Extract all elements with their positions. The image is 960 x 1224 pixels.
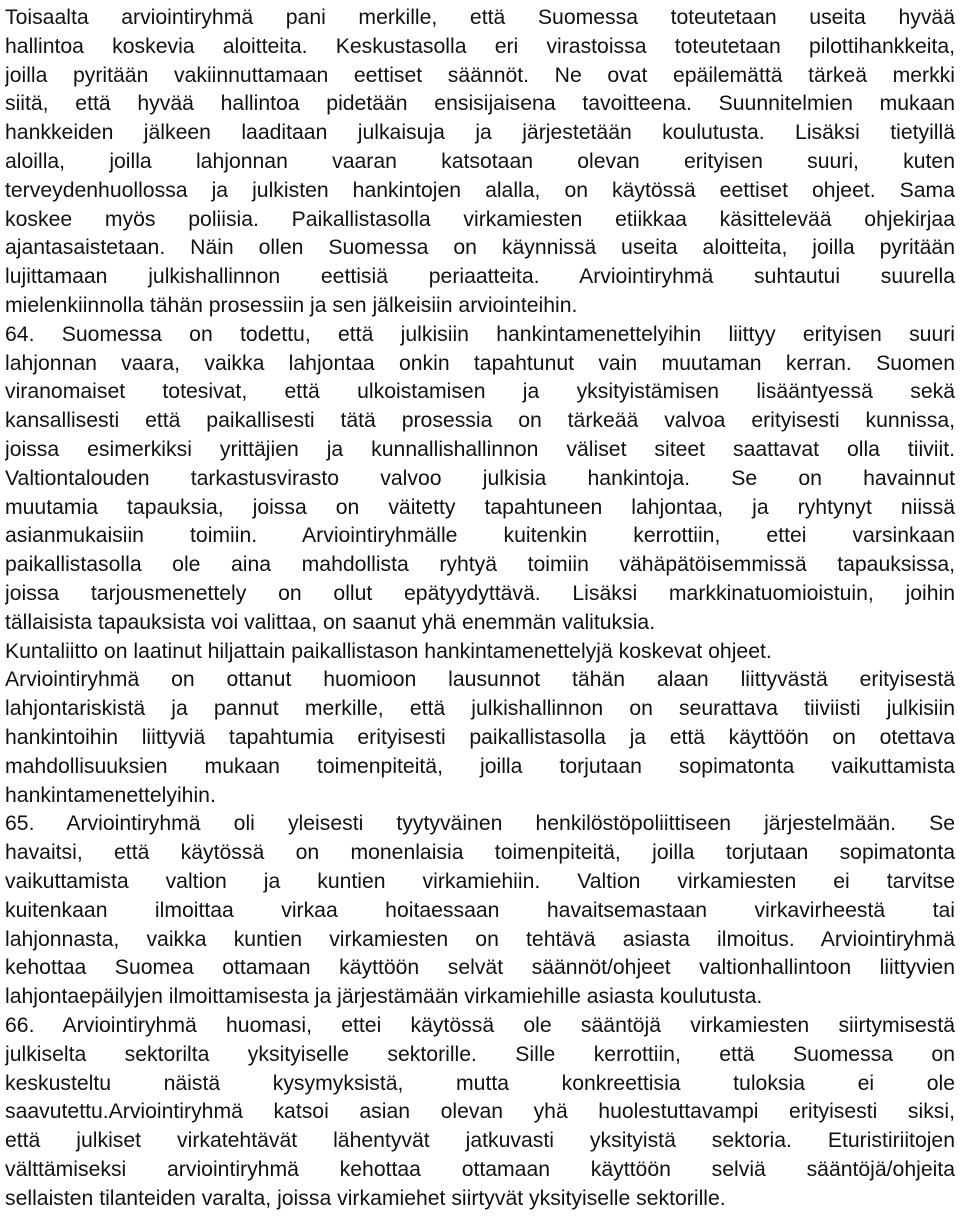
text-line: kuitenkaan ilmoittaa virkaa hoitaessaan havaitsemastaan virkavirheestä tai xyxy=(5,898,955,922)
text-line: julkiselta sektorilta yksityiselle sektorille. Sille kerrottiin, että Suomessa on xyxy=(5,1042,955,1066)
text-line: keskusteltu näistä kysymyksistä, mutta konkreettisia tuloksia ei ole xyxy=(5,1071,955,1095)
text-line: vaikuttamista valtion ja kuntien virkamiehiin. Valtion virkamiesten ei tarvitse xyxy=(5,870,955,893)
text-line: aloilla, joilla lahjonnan vaaran katsotaan olevan erityisen suuri, kuten xyxy=(5,150,955,173)
text-line: tällaisista tapauksista voi valittaa, on saanut yhä enemmän valituksia. xyxy=(5,610,656,634)
text-line: ajantasaistetaan. Näin ollen Suomessa on käynnissä useita aloitteita, joilla pyritään xyxy=(5,236,955,260)
text-line: joissa esimerkiksi yrittäjien ja kunnallishallinnon väliset siteet saattavat olla tiiviit. xyxy=(5,438,955,461)
text-line: mahdollisuuksien mukaan toimenpiteitä, joilla torjutaan sopimatonta vaikuttamista xyxy=(5,754,955,778)
text-line: paikallistasolla ole aina mahdollista ryhtyä toimiin vähäpätöisemmissä tapauksissa, xyxy=(5,553,955,577)
text-line: lahjonnan vaara, vaikka lahjontaa onkin tapahtunut vain muutaman kerran. Suomen xyxy=(5,351,955,375)
text-line: kehottaa Suomea ottamaan käyttöön selvät säännöt/ohjeet valtionhallintoon liittyvien xyxy=(5,956,955,980)
text-line: havaitsi, että käytössä on monenlaisia toimenpiteitä, joilla torjutaan sopimatonta xyxy=(5,841,955,865)
text-line: sellaisten tilanteiden varalta, joissa virkamiehet siirtyvät yksityiselle sektorille. xyxy=(5,1186,726,1210)
text-line: lujittamaan julkishallinnon eettisiä periaatteita. Arviointiryhmä suhtautui suurella xyxy=(5,265,955,289)
text-line: mielenkiinnolla tähän prosessiin ja sen jälkeisiin arviointeihin. xyxy=(5,294,578,317)
text-line: Arviointiryhmä on ottanut huomioon lausunnot tähän alaan liittyvästä erityisestä xyxy=(5,668,955,692)
text-line: kansallisesti että paikallisesti tätä prosessia on tärkeää valvoa erityisesti kunnissa, xyxy=(5,409,955,433)
text-line: Kuntaliitto on laatinut hiljattain paikallistason hankintamenettelyjä koskevat ohjeet. xyxy=(5,639,772,663)
text-line: Toisaalta arviointiryhmä pani merkille, että Suomessa toteutetaan useita hyvää xyxy=(5,6,955,29)
text-line: hankintamenettelyihin. xyxy=(5,783,216,807)
text-line: lahjontariskistä ja pannut merkille, että julkishallinnon on seurattava tiiviisti julkisiin xyxy=(5,697,955,721)
text-line: hankintoihin liittyviä tapahtumia erityisesti paikallistasolla ja että käyttöön on otettava xyxy=(5,726,955,749)
text-line: muutamia tapauksia, joissa on väitetty tapahtuneen lahjontaa, ja ryhtynyt niissä xyxy=(5,495,955,519)
text-line: 64. Suomessa on todettu, että julkisiin hankintamenettelyihin liittyy erityisen suuri xyxy=(5,322,955,346)
text-line: että julkiset virkatehtävät lähentyvät jatkuvasti yksityistä sektoria. Eturistiriitojen xyxy=(5,1129,955,1153)
text-line: saavutettu.Arviointiryhmä katsoi asian olevan yhä huolestuttavampi erityisesti siksi, xyxy=(5,1100,955,1124)
text-line: joilla pyritään vakiinnuttamaan eettiset säännöt. Ne ovat epäilemättä tärkeä merkki xyxy=(5,63,955,87)
text-line: lahjonnasta, vaikka kuntien virkamiesten on tehtävä asiasta ilmoitus. Arviointiryhmä xyxy=(5,927,955,951)
text-line: 65. Arviointiryhmä oli yleisesti tyytyväinen henkilöstöpoliittiseen järjestelmään. Se xyxy=(5,812,955,836)
text-line: asianmukaisiin toimiin. Arviointiryhmälle kuitenkin kerrottiin, ettei varsinkaan xyxy=(5,524,955,548)
text-line: hallintoa koskevia aloitteita. Keskustasolla eri virastoissa toteutetaan pilottihankkeita, xyxy=(5,34,955,58)
text-line: välttämiseksi arviointiryhmä kehottaa ottamaan käyttöön selviä sääntöjä/ohjeita xyxy=(5,1158,955,1181)
text-line: viranomaiset totesivat, että ulkoistamisen ja yksityistämisen lisääntyessä sekä xyxy=(5,380,955,404)
text-line: koskee myös poliisia. Paikallistasolla virkamiesten etiikkaa käsittelevää ohjekirjaa xyxy=(5,207,955,231)
text-line: lahjontaepäilyjen ilmoittamisesta ja järjestämään virkamiehille asiasta koulutusta. xyxy=(5,985,763,1009)
text-line: siitä, että hyvää hallintoa pidetään ensisijaisena tavoitteena. Suunnitelmien mukaan xyxy=(5,92,955,116)
text-line: joissa tarjousmenettely on ollut epätyydyttävä. Lisäksi markkinatuomioistuin, joihin xyxy=(5,582,955,605)
text-line: 66. Arviointiryhmä huomasi, ettei käytössä ole sääntöjä virkamiesten siirtymisestä xyxy=(5,1014,955,1037)
text-line: terveydenhuollossa ja julkisten hankintojen alalla, on käytössä eettiset ohjeet. Sama xyxy=(5,178,955,202)
text-line: Valtiontalouden tarkastusvirasto valvoo julkisia hankintoja. Se on havainnut xyxy=(5,466,955,490)
text-line: hankkeiden jälkeen laaditaan julkaisuja ja järjestetään koulutusta. Lisäksi tietyillä xyxy=(5,121,955,145)
